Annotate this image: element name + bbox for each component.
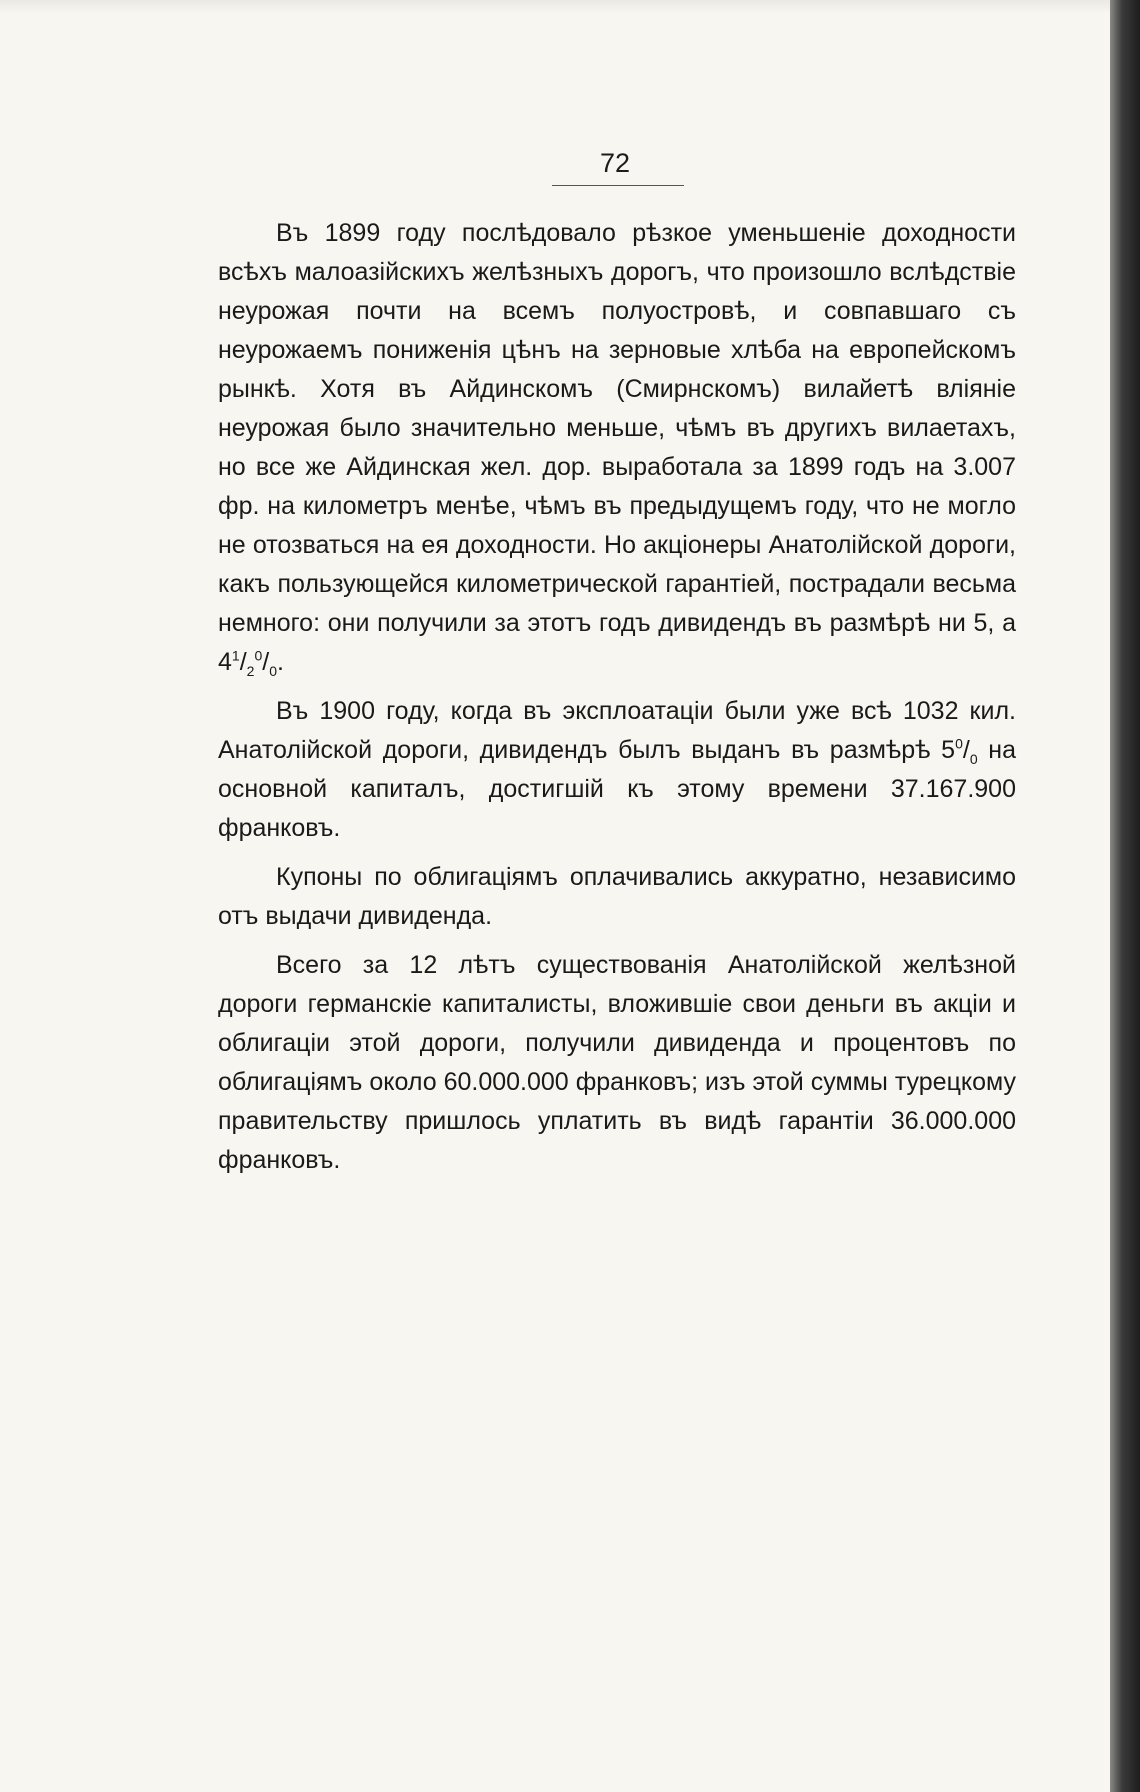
fraction: $^1/_2^0/_0$ [231, 647, 277, 679]
percent-sign: $^0/_0$ [955, 735, 978, 767]
percent-sup: 0 [955, 735, 963, 752]
paragraph-4 [218, 946, 1016, 1180]
body-text [218, 214, 1016, 1180]
page-top-edge [0, 0, 1110, 14]
paragraph-3-text: Купоны по облигаціямъ оплачивались аккуратно, независимо отъ выдачи дивиденда. [218, 863, 1016, 930]
paragraph-2 [218, 692, 1016, 848]
fraction-numerator: 1 [231, 647, 240, 664]
paragraph-2-tail: на основной капиталъ, достигшій къ этому времени 37.167.900 франковъ. [218, 736, 1017, 842]
fraction-denominator: 2 [246, 663, 255, 679]
scan-shadow-edge [1110, 0, 1140, 1792]
paragraph-2-text: Въ 1900 году, когда въ эксплоатаціи были уже всѣ 1032 кил. Анатолійской дороги, дивидендъ былъ выданъ въ размѣрѣ 5 [218, 697, 1016, 764]
percent-sub: 0 [969, 751, 978, 767]
page-number-rule [552, 185, 684, 186]
paragraph-3 [218, 858, 1016, 936]
paragraph-1-text: Въ 1899 году послѣдовало рѣзкое уменьшеніе доходности всѣхъ малоазійскихъ желѣзныхъ дорогъ, что произошло вслѣдствіе неурожая почти на всемъ полуостровѣ, и совпавшаго съ неурожаемъ пониженія цѣнъ на зерновые хлѣба на европейскомъ рынкѣ. Хотя въ Айдинскомъ (Смирнскомъ) вилайетѣ вліяніе неурожая было значительно меньше, чѣмъ въ другихъ вилаетахъ, но все же Айдинская жел. дор. выработала за 1899 годъ на 3.007 фр. на километръ менѣе, чѣмъ въ предыдущемъ году, что не могло не отозваться на ея доходности. Но акціонеры Анатолійской дороги, какъ пользующейся километрической гарантіей, пострадали весьма немного: они получили за этотъ годъ дивидендъ въ размѣрѣ ни 5, а 4 [218, 219, 1016, 676]
page-number: 72 [599, 148, 631, 178]
paragraph-4-text: Всего за 12 лѣтъ существованія Анатолійской желѣзной дороги германскіе капиталисты, вложившіе свои деньги въ акціи и облигаціи этой дороги, получили дивиденда и процентовъ по облигаціямъ около 60.000.000 франковъ; изъ этой суммы турецкому правительству пришлось уплатить въ видѣ гарантіи 36.000.000 франковъ. [218, 951, 1016, 1174]
percent-sub: 0 [269, 663, 277, 679]
paragraph-1 [218, 214, 1016, 682]
paragraph-1-tail: . [277, 648, 284, 676]
percent-sup: 0 [254, 647, 263, 664]
